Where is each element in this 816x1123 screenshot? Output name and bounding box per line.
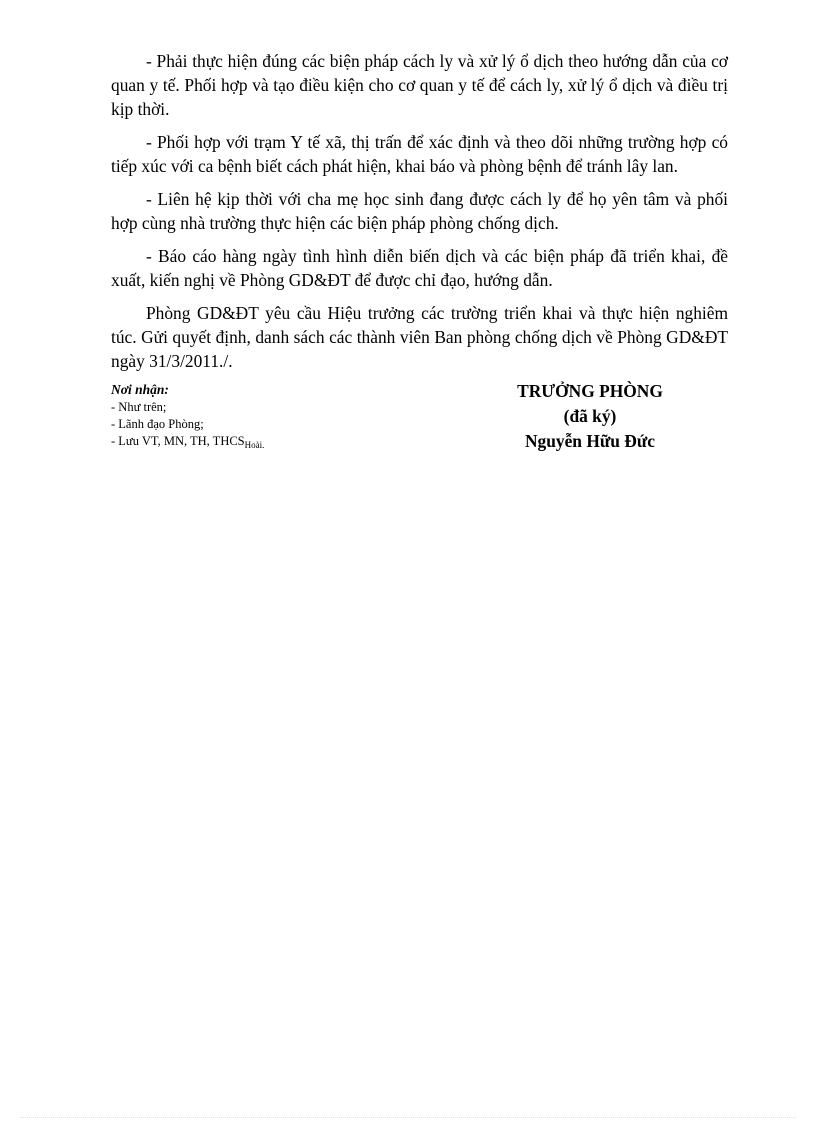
recipient-item: - Lãnh đạo Phòng; (111, 417, 204, 431)
recipient-item-archive-text: - Lưu VT, MN, TH, THCS (111, 434, 245, 448)
recipient-item-archive-suffix: Hoài. (244, 440, 265, 450)
paragraph-daily-report: - Báo cáo hàng ngày tình hình diễn biến dịch và các biện pháp đã triển khai, đề xuất, kiến nghị về Phòng GD&ĐT để được chỉ đạo, hướng dẫn. (111, 246, 728, 290)
recipients-title: Nơi nhận: (111, 382, 169, 397)
recipient-item-archive (111, 433, 441, 454)
recipients-block (111, 381, 441, 454)
paragraph-parent-contact: - Liên hệ kịp thời với cha mẹ học sinh đang được cách ly để họ yên tâm và phối hợp cùng nhà trường thực hiện các biện pháp phòng chống dịch. (111, 189, 728, 233)
recipient-item: - Như trên; (111, 400, 167, 414)
paragraph-health-station-coordination: - Phối hợp với trạm Y tế xã, thị trấn để xác định và theo dõi những trường hợp có tiếp xúc với ca bệnh biết cách phát hiện, khai báo và phòng bệnh để tránh lây lan. (111, 132, 728, 176)
signer-name: Nguyễn Hữu Đức (524, 431, 656, 451)
signer-position: TRƯỞNG PHÒNG (517, 381, 663, 401)
paragraph-closing-request: Phòng GD&ĐT yêu cầu Hiệu trưởng các trường triển khai và thực hiện nghiêm túc. Gửi quyết định, danh sách các thành viên Ban phòng chống dịch về Phòng GD&ĐT ngày 31/3/2011./. (111, 303, 728, 371)
document-body (111, 49, 728, 382)
paragraph-isolation-measures: - Phải thực hiện đúng các biện pháp cách ly và xử lý ổ dịch theo hướng dẫn của cơ quan y tế. Phối hợp và tạo điều kiện cho cơ quan y tế để cách ly, xử lý ổ dịch và điều trị kịp thời. (111, 51, 728, 119)
page-bottom-divider (20, 1117, 796, 1118)
signed-status: (đã ký) (563, 406, 617, 426)
signature-block (490, 379, 690, 454)
